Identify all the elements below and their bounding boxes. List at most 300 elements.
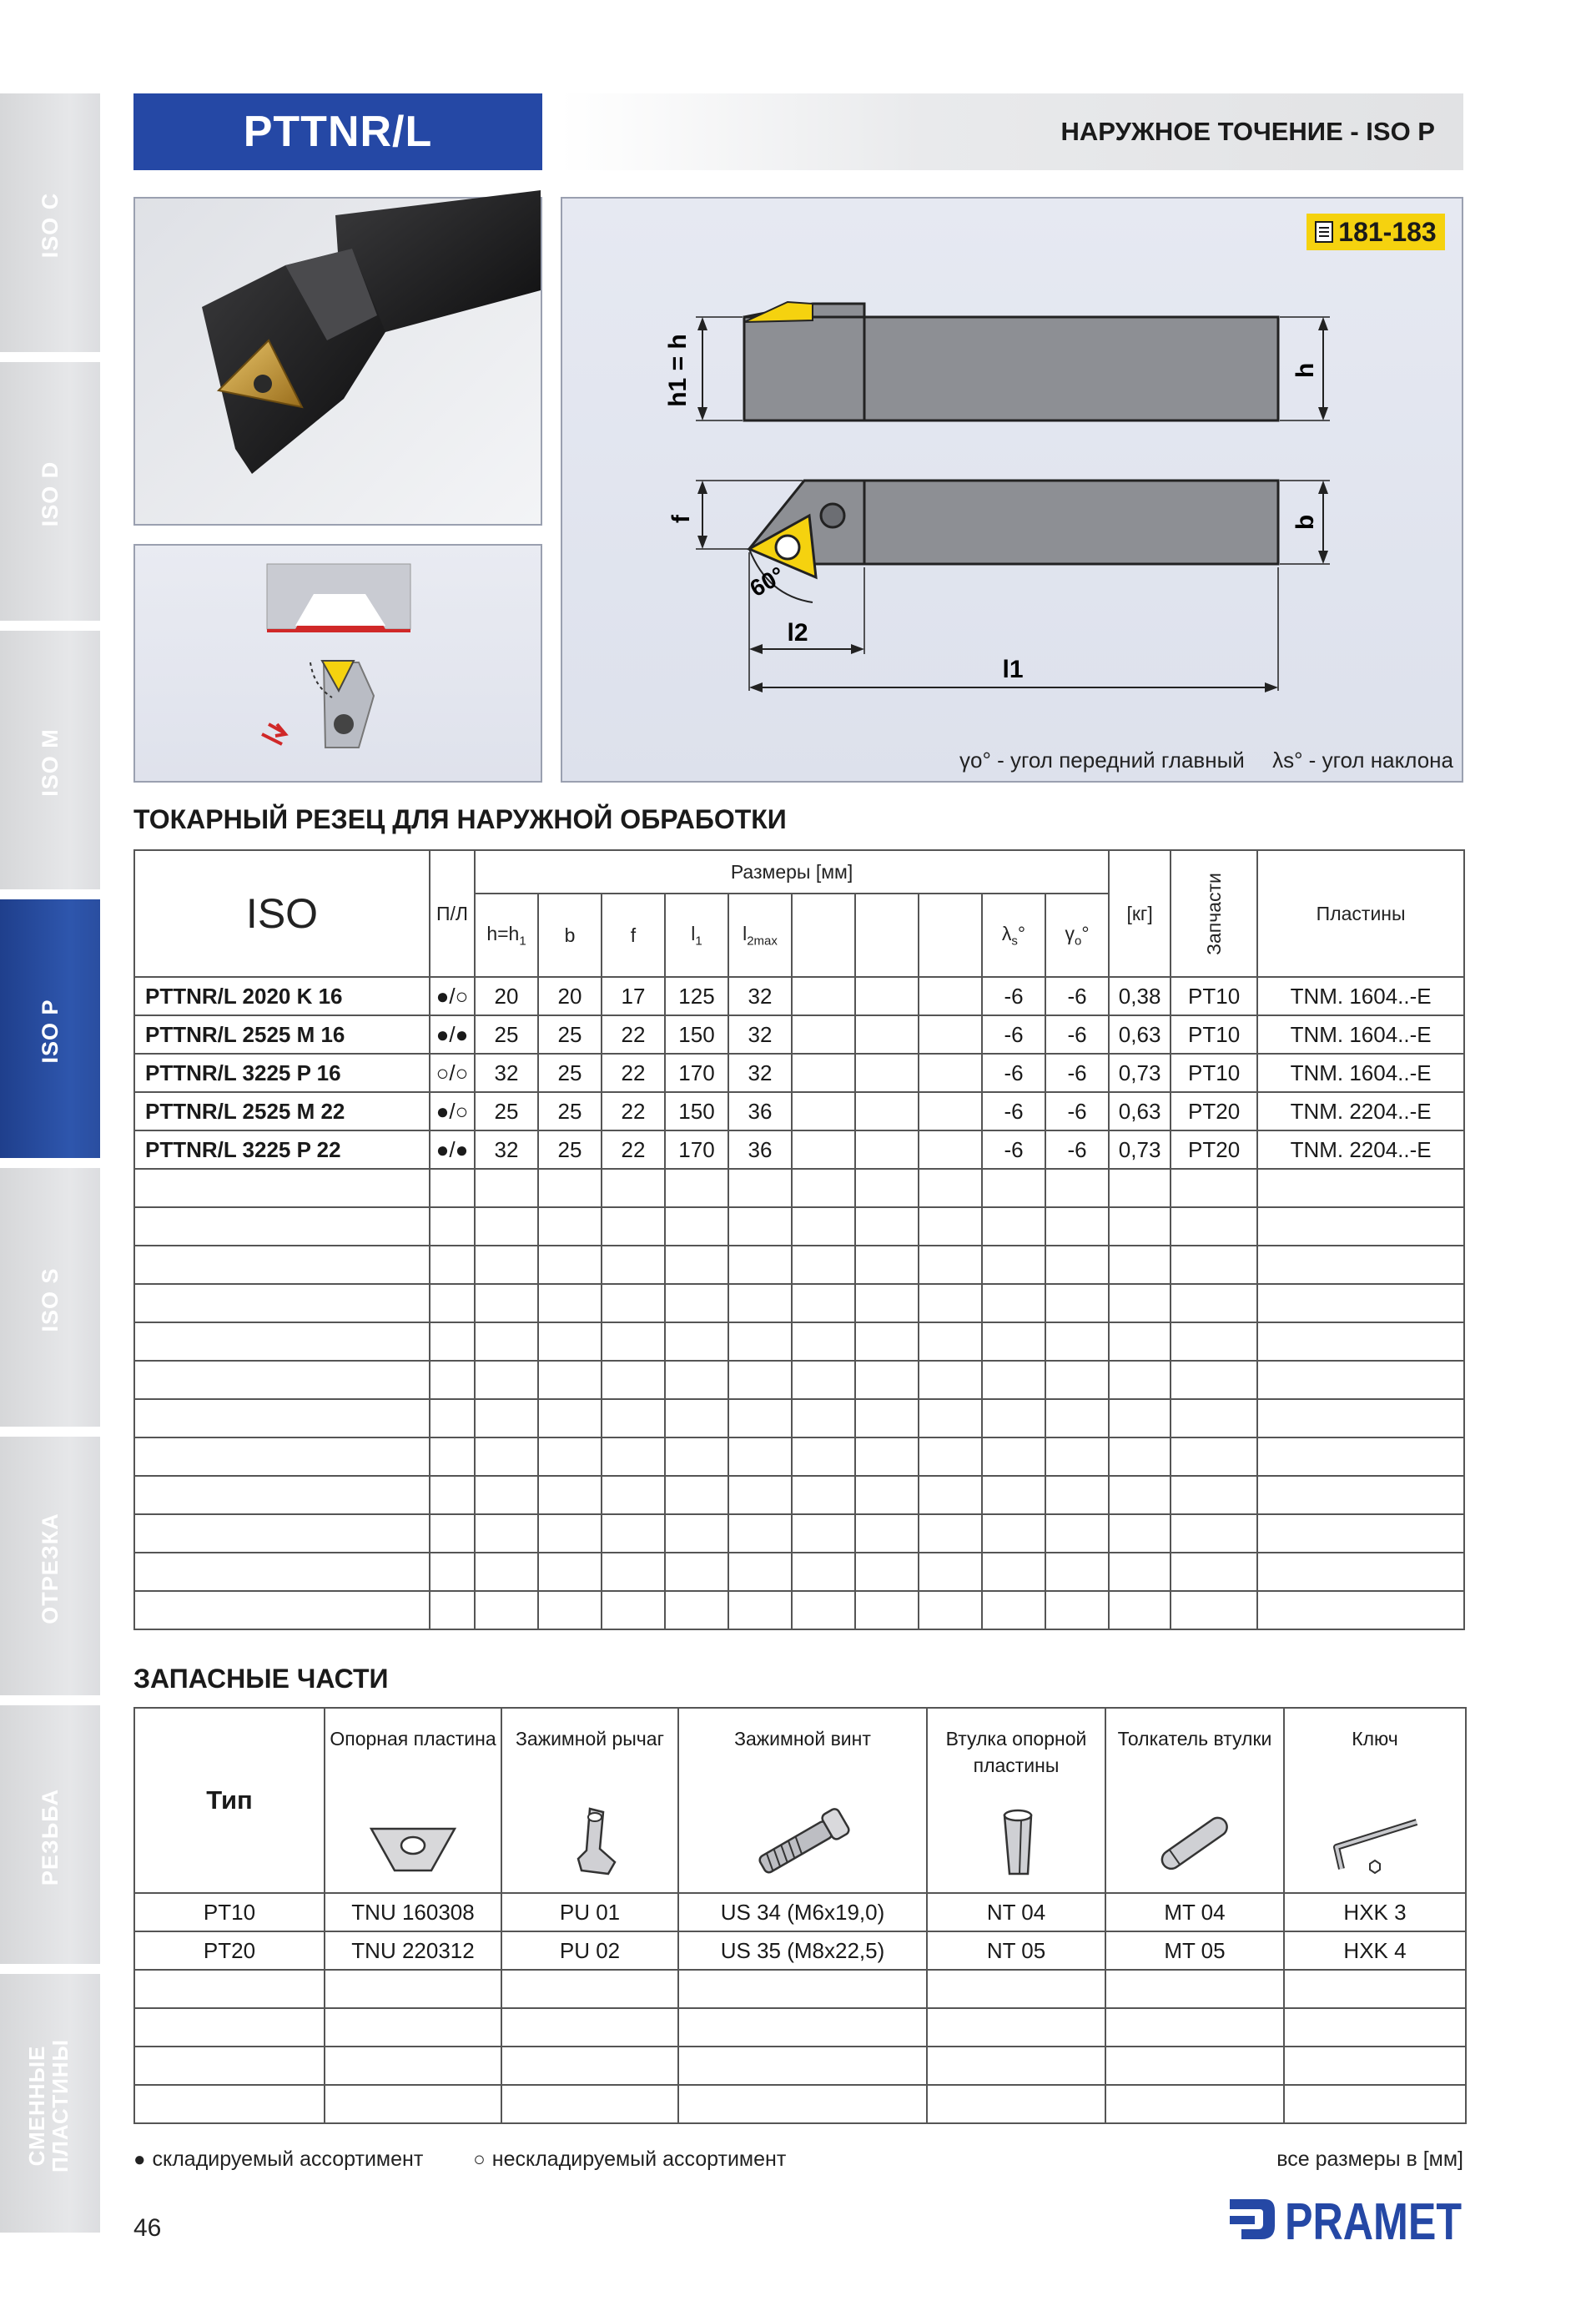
cell-spares: [1171, 1476, 1257, 1514]
table-row: [134, 1931, 1466, 1970]
cell-pusher: [1105, 2008, 1284, 2047]
cell-f: [602, 1591, 665, 1629]
cell-pusher: [1105, 2085, 1284, 2123]
legend-gamma: γo° - угол передний главный: [959, 748, 1245, 773]
cell-lambda: [982, 1399, 1045, 1437]
cell-seat: TNU 160308: [325, 1893, 501, 1931]
empty-table-row: [134, 1246, 1464, 1284]
side-tab-threading[interactable]: [0, 1705, 100, 1969]
cell-key: [1284, 2008, 1466, 2047]
cell-empty: [792, 1169, 855, 1207]
col-l1: [665, 894, 728, 977]
cell-code: PTTNR/L 2525 M 16: [134, 1015, 430, 1054]
cell-l1: [665, 1514, 728, 1553]
cell-empty: [919, 1092, 982, 1130]
cell-f: [602, 1514, 665, 1553]
cell-code: [134, 1361, 430, 1399]
spare-parts-table: [133, 1707, 1467, 2124]
cell-spares: [1171, 1207, 1257, 1246]
cell-gamma: [1045, 1553, 1109, 1591]
cell-seat: TNU 220312: [325, 1931, 501, 1970]
cell-pl: ●/○: [430, 977, 475, 1015]
cell-l1: [665, 1246, 728, 1284]
empty-table-row: [134, 2008, 1466, 2047]
cell-b: 20: [538, 977, 602, 1015]
cell-empty: [792, 1399, 855, 1437]
cell-screw: US 35 (M8x22,5): [678, 1931, 927, 1970]
cell-empty: [855, 1437, 919, 1476]
col-gamma: $\gamma_o^\circ$: [1045, 894, 1109, 977]
cell-gamma: [1045, 1246, 1109, 1284]
cell-empty: [792, 1015, 855, 1054]
empty-table-row: [134, 1591, 1464, 1629]
page-subtitle: НАРУЖНОЕ ТОЧЕНИЕ - ISO P: [561, 93, 1463, 170]
cell-empty: [919, 977, 982, 1015]
cell-code: [134, 1322, 430, 1361]
cell-kg: 0,63: [1109, 1092, 1171, 1130]
cell-l2: [728, 1207, 792, 1246]
col-empty: [792, 894, 855, 977]
col-lambda-label: λ: [1001, 922, 1012, 944]
cell-spares: [1171, 1514, 1257, 1553]
empty-table-row: [134, 1399, 1464, 1437]
cell-gamma: [1045, 1322, 1109, 1361]
empty-table-row: [134, 2085, 1466, 2123]
cell-empty: [855, 1207, 919, 1246]
cell-h: [475, 1246, 538, 1284]
cell-kg: [1109, 1361, 1171, 1399]
side-tab-label: ISO D: [38, 461, 63, 527]
cell-l2: [728, 1437, 792, 1476]
cell-l2: [728, 1591, 792, 1629]
cell-f: [602, 1207, 665, 1246]
cell-b: [538, 1169, 602, 1207]
col-lever-label: Зажимной рычаг: [516, 1728, 664, 1750]
side-tab-iso-d[interactable]: [0, 362, 100, 626]
cell-gamma: -6: [1045, 1015, 1109, 1054]
cell-screw: [678, 2008, 927, 2047]
cell-l2: [728, 1514, 792, 1553]
side-tab-label: ISO P: [38, 999, 63, 1064]
cell-l1: [665, 1399, 728, 1437]
empty-table-row: [134, 2047, 1466, 2085]
side-tab-label: ISO M: [38, 728, 63, 797]
col-sleeve: [927, 1708, 1105, 1893]
cell-sleeve: [927, 1970, 1105, 2008]
cell-kg: 0,73: [1109, 1054, 1171, 1092]
cell-pl: [430, 1207, 475, 1246]
cell-b: [538, 1553, 602, 1591]
cell-l2: [728, 1284, 792, 1322]
dim-label-h1: h1 = h: [664, 334, 692, 407]
col-hh1-label: h=h: [486, 922, 520, 944]
cell-f: [602, 1476, 665, 1514]
cell-empty: [855, 1476, 919, 1514]
col-seat-label: Опорная пластина: [330, 1728, 496, 1750]
pramet-logo: [1226, 2193, 1465, 2251]
empty-table-row: [134, 1476, 1464, 1514]
empty-circle-icon: ○: [473, 2148, 486, 2171]
cell-key: [1284, 1970, 1466, 2008]
col-lambda-sub: s: [1011, 934, 1018, 949]
side-tab-iso-m[interactable]: [0, 631, 100, 894]
side-tab-label: СМЕННЫЕ ПЛАСТИНЫ: [24, 2039, 73, 2173]
cell-spares: PT10: [1171, 1015, 1257, 1054]
cell-seat: [325, 2085, 501, 2123]
cell-l1: [665, 1207, 728, 1246]
cell-f: [602, 1169, 665, 1207]
col-empty: [855, 894, 919, 977]
cell-f: 22: [602, 1015, 665, 1054]
side-tab-iso-p[interactable]: [0, 899, 100, 1163]
cell-b: [538, 1284, 602, 1322]
cell-h: 25: [475, 1015, 538, 1054]
cell-empty: [855, 1169, 919, 1207]
cell-pl: [430, 1514, 475, 1553]
cell-type: [134, 2085, 325, 2123]
side-tab-parting[interactable]: [0, 1437, 100, 1700]
cell-l1: [665, 1591, 728, 1629]
cell-l2: [728, 1399, 792, 1437]
col-screw: [678, 1708, 927, 1893]
cell-empty: [792, 1130, 855, 1169]
col-pl: П/Л: [430, 850, 475, 977]
cell-pusher: [1105, 1970, 1284, 2008]
cell-f: 22: [602, 1054, 665, 1092]
cell-inserts: [1257, 1284, 1464, 1322]
cell-spares: PT10: [1171, 977, 1257, 1015]
cell-f: [602, 1361, 665, 1399]
hex-key-icon: [1317, 1804, 1433, 1880]
side-tab-label: ОТРЕЗКА: [38, 1513, 63, 1624]
cell-kg: [1109, 1246, 1171, 1284]
cell-code: [134, 1169, 430, 1207]
cell-b: 25: [538, 1054, 602, 1092]
cell-empty: [792, 1476, 855, 1514]
col-type: Тип: [134, 1708, 325, 1893]
col-l1-label: l: [691, 922, 696, 944]
cell-empty: [855, 1553, 919, 1591]
cell-kg: [1109, 1514, 1171, 1553]
col-l2max-label: l: [743, 922, 748, 944]
cell-inserts: [1257, 1514, 1464, 1553]
col-spares-label: Запчасти: [1202, 872, 1225, 955]
cell-l1: [665, 1361, 728, 1399]
cell-gamma: [1045, 1591, 1109, 1629]
cell-empty: [919, 1015, 982, 1054]
cell-gamma: [1045, 1361, 1109, 1399]
side-tab-inserts[interactable]: [0, 1974, 100, 2238]
cell-type: PT20: [134, 1931, 325, 1970]
cell-screw: [678, 1970, 927, 2008]
cell-b: 25: [538, 1130, 602, 1169]
empty-table-row: [134, 1514, 1464, 1553]
cell-l1: 170: [665, 1054, 728, 1092]
cell-key: HXK 4: [1284, 1931, 1466, 1970]
page-reference[interactable]: [1307, 214, 1445, 250]
cell-empty: [855, 1399, 919, 1437]
cell-lambda: -6: [982, 1015, 1045, 1054]
cell-gamma: -6: [1045, 1130, 1109, 1169]
cell-kg: [1109, 1476, 1171, 1514]
cell-h: 32: [475, 1130, 538, 1169]
dim-label-b: b: [1291, 514, 1319, 531]
cell-lambda: [982, 1514, 1045, 1553]
cell-l2: 32: [728, 977, 792, 1015]
cell-f: [602, 1399, 665, 1437]
cell-l2: [728, 1476, 792, 1514]
cell-pl: [430, 1246, 475, 1284]
table-row: [134, 1015, 1464, 1054]
cell-inserts: [1257, 1437, 1464, 1476]
page-title: PTTNR/L: [133, 93, 542, 170]
col-screw-label: Зажимной винт: [734, 1728, 871, 1750]
cell-pl: [430, 1591, 475, 1629]
cell-h: [475, 1553, 538, 1591]
col-kg: [кг]: [1109, 850, 1171, 977]
col-l2max: [728, 894, 792, 977]
cell-pusher: MT 05: [1105, 1931, 1284, 1970]
seat-sleeve-icon: [958, 1804, 1075, 1880]
brand-text: PRAMET: [1285, 2193, 1463, 2251]
cell-lever: [501, 2085, 678, 2123]
cell-code: PTTNR/L 3225 P 16: [134, 1054, 430, 1092]
units-note: все размеры в [мм]: [1276, 2147, 1463, 2171]
cell-sleeve: [927, 2008, 1105, 2047]
cutting-schema: [133, 544, 542, 783]
cell-kg: [1109, 1322, 1171, 1361]
clamp-lever-icon: [531, 1804, 648, 1880]
cell-empty: [855, 1361, 919, 1399]
cell-code: [134, 1399, 430, 1437]
cell-b: [538, 1437, 602, 1476]
cell-code: [134, 1246, 430, 1284]
cell-gamma: [1045, 1437, 1109, 1476]
cell-f: 22: [602, 1130, 665, 1169]
empty-table-row: [134, 1361, 1464, 1399]
angle-label: 60°: [745, 561, 789, 602]
cell-lever: [501, 2047, 678, 2085]
cell-sleeve: NT 04: [927, 1893, 1105, 1931]
col-key-label: Ключ: [1352, 1728, 1398, 1750]
cell-b: [538, 1476, 602, 1514]
cell-empty: [919, 1437, 982, 1476]
cell-gamma: [1045, 1284, 1109, 1322]
cell-sleeve: [927, 2047, 1105, 2085]
cell-f: [602, 1437, 665, 1476]
tool-photo-image: [135, 199, 541, 524]
cell-pl: [430, 1437, 475, 1476]
cell-lambda: [982, 1476, 1045, 1514]
cell-gamma: [1045, 1207, 1109, 1246]
cell-code: PTTNR/L 2020 K 16: [134, 977, 430, 1015]
cell-h: [475, 1514, 538, 1553]
cell-lever: [501, 2008, 678, 2047]
cell-b: 25: [538, 1015, 602, 1054]
cell-kg: 0,38: [1109, 977, 1171, 1015]
cell-h: 20: [475, 977, 538, 1015]
cell-gamma: [1045, 1514, 1109, 1553]
cell-lambda: -6: [982, 977, 1045, 1015]
cell-empty: [855, 1514, 919, 1553]
col-lambda: $\lambda_s^\circ$: [982, 894, 1045, 977]
cell-empty: [855, 1591, 919, 1629]
cell-f: [602, 1322, 665, 1361]
cell-h: [475, 1437, 538, 1476]
clamp-screw-icon: [744, 1804, 861, 1880]
cell-pl: ○/○: [430, 1054, 475, 1092]
cell-b: [538, 1514, 602, 1553]
legend-lambda: λs° - угол наклона: [1272, 748, 1453, 773]
cell-type: [134, 2008, 325, 2047]
col-pusher-label: Толкатель втулки: [1117, 1728, 1272, 1750]
cell-kg: [1109, 1553, 1171, 1591]
side-tab-iso-c[interactable]: [0, 93, 100, 357]
col-hh1: [475, 894, 538, 977]
cell-l2: [728, 1246, 792, 1284]
cell-kg: [1109, 1399, 1171, 1437]
col-spares: [1171, 850, 1257, 977]
technical-drawing-image: [562, 199, 1462, 781]
cell-empty: [919, 1361, 982, 1399]
cell-inserts: [1257, 1591, 1464, 1629]
cell-b: [538, 1207, 602, 1246]
cell-empty: [792, 1514, 855, 1553]
cell-lever: PU 02: [501, 1931, 678, 1970]
cell-empty: [855, 1015, 919, 1054]
cell-pl: [430, 1553, 475, 1591]
cell-inserts: [1257, 1361, 1464, 1399]
cell-lever: PU 01: [501, 1893, 678, 1931]
cell-inserts: [1257, 1246, 1464, 1284]
cell-h: [475, 1322, 538, 1361]
cell-pl: [430, 1322, 475, 1361]
cell-kg: [1109, 1591, 1171, 1629]
cell-gamma: -6: [1045, 1054, 1109, 1092]
cell-empty: [855, 1054, 919, 1092]
side-tab-label: РЕЗЬБА: [38, 1788, 63, 1886]
empty-table-row: [134, 1437, 1464, 1476]
cell-inserts: TNM. 1604..-E: [1257, 1015, 1464, 1054]
cell-empty: [919, 1514, 982, 1553]
cell-inserts: TNM. 1604..-E: [1257, 1054, 1464, 1092]
page-reference-text: 181-183: [1338, 216, 1437, 247]
tool-photo: [133, 197, 542, 526]
cell-code: PTTNR/L 3225 P 22: [134, 1130, 430, 1169]
col-lever: [501, 1708, 678, 1893]
col-b: b: [538, 894, 602, 977]
cell-l1: 150: [665, 1092, 728, 1130]
cell-l1: 150: [665, 1015, 728, 1054]
cell-empty: [792, 1246, 855, 1284]
cell-seat: [325, 2047, 501, 2085]
cell-pl: ●/○: [430, 1092, 475, 1130]
cell-type: [134, 1970, 325, 2008]
dim-label-l1: l1: [1002, 656, 1024, 683]
empty-table-row: [134, 1284, 1464, 1322]
cell-b: 25: [538, 1092, 602, 1130]
cell-empty: [919, 1246, 982, 1284]
cell-inserts: [1257, 1207, 1464, 1246]
col-l2max-sub: 2max: [747, 934, 778, 949]
cell-key: HXK 3: [1284, 1893, 1466, 1931]
cell-lambda: -6: [982, 1054, 1045, 1092]
cell-empty: [855, 1130, 919, 1169]
col-pusher: [1105, 1708, 1284, 1893]
cell-lambda: [982, 1169, 1045, 1207]
empty-table-row: [134, 1169, 1464, 1207]
cell-code: [134, 1591, 430, 1629]
cell-pusher: [1105, 2047, 1284, 2085]
cell-b: [538, 1322, 602, 1361]
col-sleeve-label: Втулка опорной пластины: [945, 1728, 1087, 1776]
cell-l2: [728, 1169, 792, 1207]
cell-spares: PT20: [1171, 1130, 1257, 1169]
cell-empty: [919, 1322, 982, 1361]
col-iso: ISO: [134, 850, 430, 977]
cell-lambda: [982, 1437, 1045, 1476]
col-f: f: [602, 894, 665, 977]
side-tab-iso-s[interactable]: [0, 1168, 100, 1432]
cell-empty: [792, 1054, 855, 1092]
empty-table-row: [134, 1207, 1464, 1246]
cell-l1: [665, 1169, 728, 1207]
cell-b: [538, 1361, 602, 1399]
cell-h: 32: [475, 1054, 538, 1092]
cell-empty: [855, 1284, 919, 1322]
col-gamma-sub: o: [1075, 934, 1082, 949]
cell-lambda: [982, 1284, 1045, 1322]
cell-h: [475, 1476, 538, 1514]
col-key: [1284, 1708, 1466, 1893]
empty-table-row: [134, 1553, 1464, 1591]
cell-lambda: [982, 1553, 1045, 1591]
table-row: [134, 977, 1464, 1015]
cell-gamma: [1045, 1476, 1109, 1514]
cell-kg: [1109, 1169, 1171, 1207]
cell-seat: [325, 2008, 501, 2047]
cell-lambda: [982, 1591, 1045, 1629]
cell-type: [134, 2047, 325, 2085]
seat-plate-icon: [355, 1804, 471, 1880]
legend-stocked: [133, 2147, 423, 2172]
cell-b: [538, 1591, 602, 1629]
cell-code: [134, 1437, 430, 1476]
cell-h: [475, 1207, 538, 1246]
cell-pl: [430, 1284, 475, 1322]
col-inserts: Пластины: [1257, 850, 1464, 977]
cell-l2: [728, 1322, 792, 1361]
cell-f: 22: [602, 1092, 665, 1130]
col-gamma-label: γ: [1065, 922, 1075, 944]
cell-empty: [919, 1054, 982, 1092]
cell-h: [475, 1399, 538, 1437]
cell-spares: [1171, 1284, 1257, 1322]
table-row: [134, 1054, 1464, 1092]
cell-kg: [1109, 1284, 1171, 1322]
cell-empty: [919, 1284, 982, 1322]
legend-not-stocked: [473, 2147, 786, 2172]
cell-gamma: [1045, 1399, 1109, 1437]
table-row: [134, 1893, 1466, 1931]
cell-l2: [728, 1553, 792, 1591]
cell-code: [134, 1514, 430, 1553]
table-row: [134, 1130, 1464, 1169]
cell-screw: [678, 2047, 927, 2085]
cell-empty: [792, 1591, 855, 1629]
cell-screw: [678, 2085, 927, 2123]
cell-l2: [728, 1361, 792, 1399]
